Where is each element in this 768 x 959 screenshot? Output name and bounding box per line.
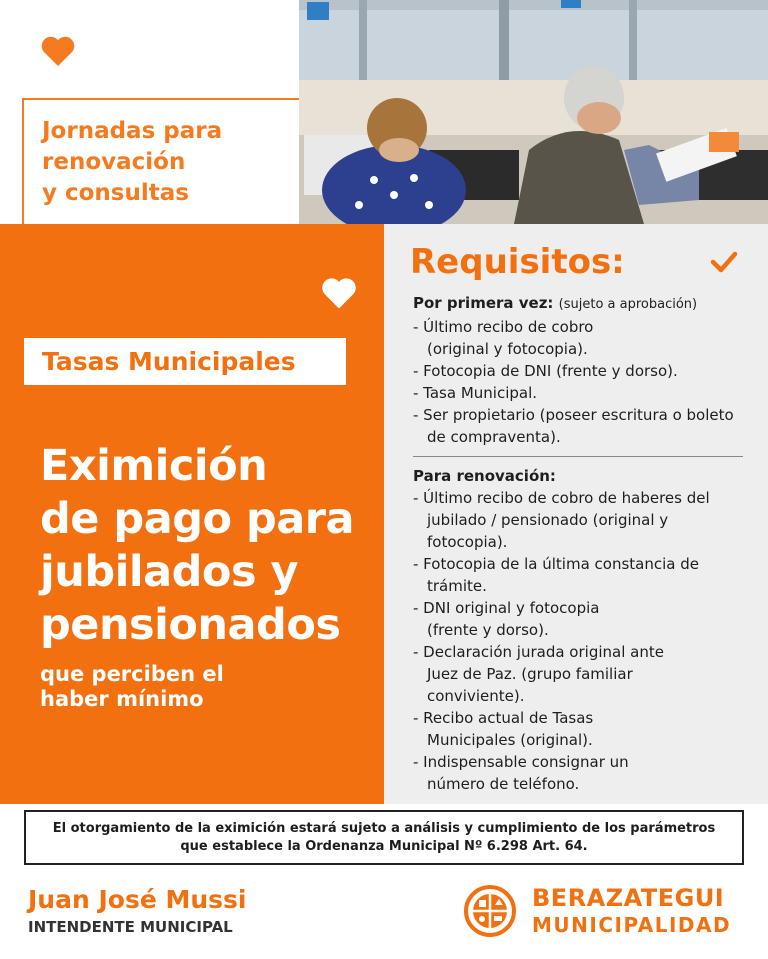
- primera-vez-heading: [413, 292, 743, 316]
- legal-notice: El otorgamiento de la eximición estará sujeto a análisis y cumplimiento de los parámetros que establece la Ordenanza Municipal Nº 6.298 Art. 64.: [24, 810, 744, 865]
- list-item: - Último recibo de cobro (original y fotocopia).: [413, 318, 594, 358]
- heart-icon: [320, 276, 358, 310]
- check-icon: [710, 250, 738, 274]
- brand-subtitle: MUNICIPALIDAD: [532, 913, 732, 937]
- primera-vez-section: [413, 292, 743, 448]
- headline: Eximición de pago para jubilados y pensionados: [40, 441, 355, 650]
- primera-vez-note: (sujeto a aprobación): [558, 297, 698, 312]
- municipal-seal-icon: [464, 885, 516, 937]
- requisitos-title: Requisitos:: [410, 242, 625, 282]
- brand-name: BERAZATEGUI: [532, 884, 725, 912]
- list-item: - Indispensable consignar un número de teléfono.: [413, 753, 629, 793]
- subheadline: que perciben el haber mínimo: [40, 662, 224, 711]
- jornadas-box: [22, 98, 299, 224]
- list-item: - Último recibo de cobro de haberes del jubilado / pensionado (original y fotocopia).: [413, 489, 710, 551]
- list-item: - Ser propietario (poseer escritura o boleto de compraventa).: [413, 406, 734, 446]
- heart-icon: [40, 34, 76, 68]
- mayor-name: Juan José Mussi: [28, 885, 247, 914]
- office-photo: [299, 0, 768, 224]
- tasas-municipales-tag: Tasas Municipales: [24, 338, 346, 385]
- list-item: - DNI original y fotocopia (frente y dorso).: [413, 599, 600, 639]
- primera-vez-label: Por primera vez:: [413, 294, 554, 312]
- jornadas-title: Jornadas para renovación y consultas: [42, 118, 223, 206]
- section-divider: [413, 456, 743, 457]
- renovacion-label: Para renovación:: [413, 467, 556, 485]
- renovacion-section: [413, 465, 731, 795]
- list-item: - Fotocopia de DNI (frente y dorso).: [413, 362, 678, 380]
- list-item: - Declaración jurada original ante Juez de Paz. (grupo familiar conviviente).: [413, 643, 664, 705]
- mayor-role: INTENDENTE MUNICIPAL: [28, 918, 233, 936]
- list-item: - Tasa Municipal.: [413, 384, 538, 402]
- list-item: - Fotocopia de la última constancia de trámite.: [413, 555, 699, 595]
- list-item: - Recibo actual de Tasas Municipales (original).: [413, 709, 594, 749]
